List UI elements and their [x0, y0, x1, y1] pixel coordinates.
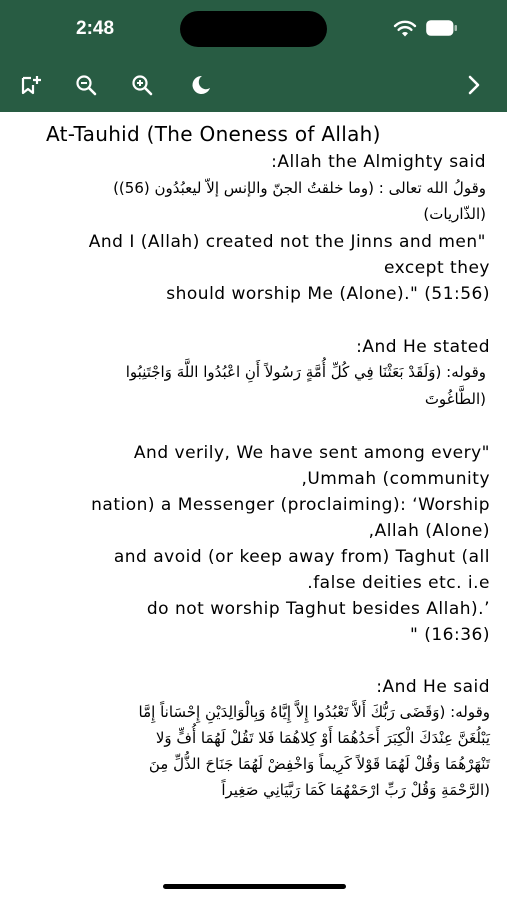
article-content — [0, 112, 507, 900]
text-line: :And He stated — [356, 337, 490, 357]
text-line: ,Ummah (community — [301, 469, 490, 489]
zoom-out-button[interactable] — [69, 70, 103, 100]
page-title: At-Tauhid (The Oneness of Allah) — [46, 122, 381, 146]
next-button[interactable] — [457, 70, 491, 100]
app-header — [0, 0, 507, 112]
text-line: .false deities etc. i.e — [307, 573, 490, 593]
battery-icon — [426, 20, 458, 36]
arabic-line: وقوله: (وَقَضَى رَبُّكَ أَلاَّ تَعْبُدُوا إِلاَّ إِيَّاهُ وَبِالْوَالِدَيْنِ إِحْسَاناً إِمَّا — [138, 703, 490, 721]
zoom-out-icon — [75, 74, 97, 96]
text-line: And I (Allah) created not the Jinns and men" — [88, 232, 486, 252]
chevron-right-icon — [466, 74, 482, 96]
zoom-in-button[interactable] — [125, 70, 159, 100]
text-line: And verily, We have sent among every" — [133, 443, 490, 463]
night-mode-button[interactable] — [183, 70, 217, 100]
text-line: :And He said — [376, 677, 490, 697]
wifi-icon — [393, 20, 417, 38]
arabic-line: يَبْلُغَنَّ عِنْدَكَ الْكِبَرَ أَحَدُهُمَا أَوْ كِلاهُمَا فَلا تَقُلْ لَهُمَا أُفٍّ وَلا — [155, 729, 490, 747]
dynamic-island — [180, 11, 327, 47]
text-line: nation) a Messenger (proclaiming): ‘Worship — [91, 495, 490, 515]
arabic-line: (الذّاريات) — [423, 205, 486, 223]
text-line: :Allah the Almighty said — [271, 152, 486, 172]
arabic-line: وقوله: (وَلَقَدْ بَعَثْنَا فِي كُلِّ أُمَّةٍ رَسُولاً أَنِ اعْبُدُوا اللَّهَ وَاجْتَنِبُوا — [125, 363, 486, 381]
home-indicator[interactable] — [163, 884, 346, 889]
arabic-line: الرَّحْمَةِ وَقُلْ رَبِّ ارْحَمْهُمَا كَمَا رَبَّيَانِي صَغِيراً) — [221, 781, 490, 799]
moon-icon — [189, 74, 211, 96]
text-line: do not worship Taghut besides Allah).’ — [146, 599, 490, 619]
text-line: " (16:36) — [410, 625, 490, 645]
text-line: ,Allah (Alone) — [368, 521, 490, 541]
status-time: 2:48 — [76, 18, 115, 39]
arabic-line: وقولُ الله تعالى : (وما خلقتُ الجنّ والإنس إلاّ ليعبُدُون (56)) — [113, 179, 486, 197]
add-bookmark-button[interactable] — [14, 70, 48, 100]
add-bookmark-icon — [20, 74, 42, 96]
text-line: should worship Me (Alone)." (51:56) — [166, 284, 490, 304]
text-line: and avoid (or keep away from) Taghut (all — [113, 547, 490, 567]
arabic-line: الطَّاغُوتَ) — [424, 390, 486, 408]
text-line: except they — [383, 258, 490, 278]
zoom-in-icon — [131, 74, 153, 96]
arabic-line: تَنْهَرْهُمَا وَقُلْ لَهُمَا قَوْلاً كَرِيماً وَاخْفِضْ لَهُمَا جَنَاحَ الذُّلِّ مِنَ — [148, 755, 490, 773]
